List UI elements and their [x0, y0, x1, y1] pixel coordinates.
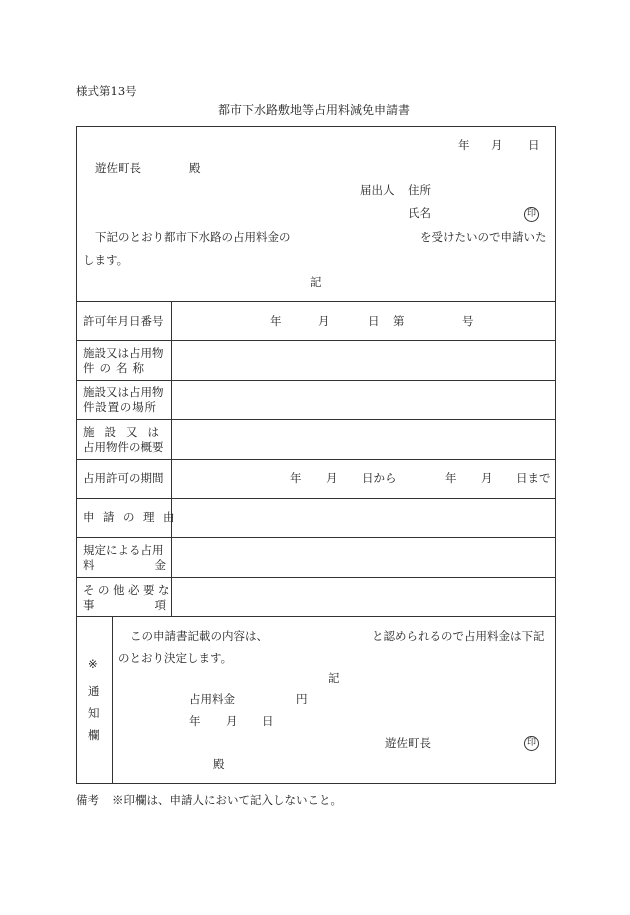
period-from-day: 日から	[362, 471, 397, 485]
footnote-text: ※印欄は、申請人において記入しないこと。	[112, 793, 342, 807]
application-form-table	[76, 126, 556, 784]
request-text-start: 下記のとおり都市下水路の占用料金の	[95, 230, 291, 244]
footnote-label: 備考	[76, 793, 99, 807]
divider	[76, 537, 556, 538]
divider	[76, 577, 556, 578]
facility-overview-label-line1: 施設又は	[83, 425, 169, 439]
date-day: 日	[528, 138, 540, 152]
notice-label-char: 知	[88, 706, 100, 720]
period-to-month: 月	[481, 471, 493, 485]
divider	[76, 616, 556, 617]
fee-by-rule-label-line1: 規定による占用	[83, 543, 164, 557]
other-label-line2: 事項	[83, 598, 226, 612]
period-from-year: 年	[290, 471, 302, 485]
address-label: 住所	[408, 183, 431, 197]
notice-honorific: 殿	[213, 757, 225, 771]
seal-icon: 印	[524, 207, 539, 222]
divider	[76, 419, 556, 420]
permit-date-number-label: 許可年月日番号	[83, 314, 164, 328]
facility-overview-label-line2: 占用物件の概要	[83, 440, 164, 454]
notice-text-end: と認められるので占用料金は下記	[372, 629, 545, 643]
divider	[76, 498, 556, 499]
divider	[76, 301, 556, 302]
notice-date-month: 月	[226, 714, 238, 728]
name-label: 氏名	[408, 206, 431, 220]
period-to-day: 日まで	[516, 471, 551, 485]
fee-by-rule-label-line2: 料金	[83, 558, 226, 572]
reason-label: 申請の理由	[83, 510, 183, 524]
divider	[76, 380, 556, 381]
request-text-continuation: します。	[83, 253, 129, 267]
notice-label-char: 欄	[88, 728, 100, 742]
facility-name-label-line2: 件の名称	[83, 361, 149, 375]
column-divider	[112, 616, 113, 784]
period-from-month: 月	[326, 471, 338, 485]
notice-mark: ※	[88, 657, 98, 671]
notice-yen: 円	[296, 692, 308, 706]
ki-heading: 記	[310, 275, 322, 289]
date-month: 月	[491, 138, 503, 152]
date-year: 年	[458, 138, 470, 152]
notice-fee-label: 占用料金	[189, 692, 235, 706]
permit-dai: 第	[393, 314, 405, 328]
applicant-label: 届出人	[360, 183, 395, 197]
notice-text-start: この申請書記載の内容は、	[130, 629, 268, 643]
other-label-line1: その他必要な	[83, 583, 173, 597]
permit-year: 年	[270, 314, 282, 328]
document-title: 都市下水路敷地等占用料減免申請書	[218, 103, 411, 117]
addressee-honorific: 殿	[189, 161, 201, 175]
addressee: 遊佐町長	[95, 161, 141, 175]
permit-period-label: 占用許可の期間	[83, 471, 164, 485]
request-text-end: を受けたいので申請いた	[420, 230, 547, 244]
divider	[76, 459, 556, 460]
permit-month: 月	[318, 314, 330, 328]
divider	[76, 340, 556, 341]
notice-text-continuation: のとおり決定します。	[118, 651, 233, 665]
notice-label-char: 通	[88, 684, 100, 698]
permit-day: 日	[368, 314, 380, 328]
notice-ki-heading: 記	[328, 671, 340, 685]
period-to-year: 年	[445, 471, 457, 485]
notice-issuer: 遊佐町長	[385, 736, 431, 750]
permit-go: 号	[462, 314, 474, 328]
seal-icon: 印	[524, 736, 539, 751]
notice-date-day: 日	[262, 714, 274, 728]
form-number: 様式第13号	[76, 84, 137, 98]
notice-date-year: 年	[189, 714, 201, 728]
facility-location-label-line1: 施設又は占用物	[83, 385, 164, 399]
facility-name-label-line1: 施設又は占用物	[83, 346, 164, 360]
facility-location-label-line2: 件設置の場所	[83, 400, 157, 414]
